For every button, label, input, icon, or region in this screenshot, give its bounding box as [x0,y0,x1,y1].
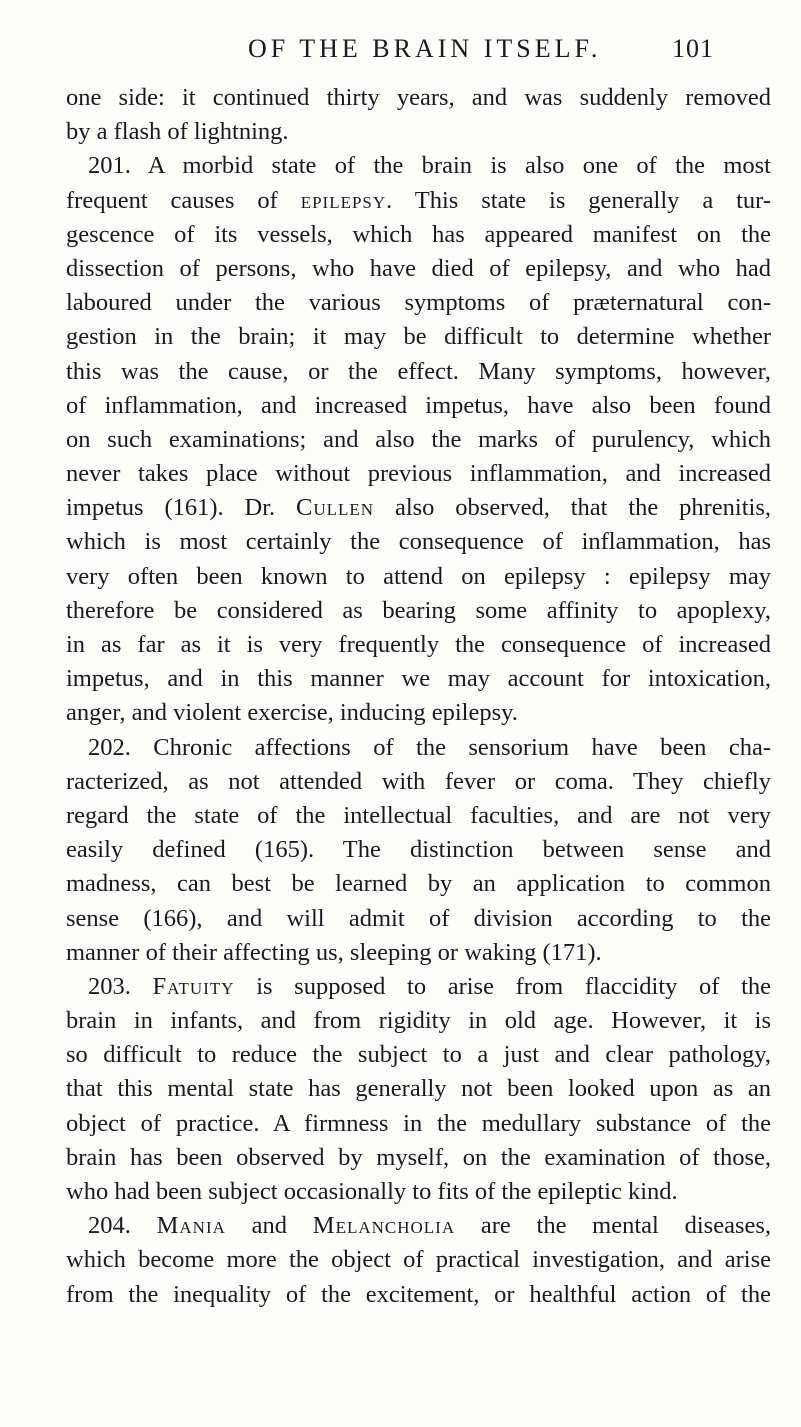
paragraph-202-start: 202. Chronic affections of the sensorium have been cha- [88,733,771,761]
text-line: brain in infants, and from rigidity in old age. However, it is [66,1007,771,1035]
text-line: racterized, as not attended with fever or coma. They chiefly [66,767,771,795]
text-line: in as far as it is very frequently the consequence of increased [66,631,771,658]
text-line: gescence of its vessels, which has appeared manifest on the [66,220,771,248]
term-fatuity: Fatuity [152,972,235,1000]
text-line: easily defined (165). The distinction between sense and [66,836,771,864]
text-line: dissection of persons, who have died of epilepsy, and who had [66,254,771,282]
text-line: manner of their affecting us, sleeping or waking (171). [66,938,602,966]
text-line: anger, and violent exercise, inducing epilepsy. [66,699,518,727]
term-epilepsy: epilepsy [300,186,387,214]
text-line: one side: it continued thirty years, and was suddenly removed [66,84,771,111]
text-line: therefore be considered as bearing some affinity to apoplexy, [66,596,771,624]
text-line: laboured under the various symptoms of præternatural con- [66,289,771,317]
running-head: OF THE BRAIN ITSELF. [248,34,602,63]
paragraph-201-start: 201. A morbid state of the brain is also one of the most [88,152,771,180]
text-line: object of practice. A firmness in the medullary substance of the [66,1109,771,1137]
page-number: 101 [672,34,714,63]
paragraph-203-start: 203. Fatuity is supposed to arise from flaccidity of the [88,972,771,1000]
term-melancholia: Melancholia [312,1212,456,1240]
text-line: brain has been observed by myself, on the examination of those, [66,1143,771,1171]
page-header [0,34,801,74]
text-line: impetus, and in this manner we may account for intoxication, [66,665,771,693]
text-line: who had been subject occasionally to fits of the epileptic kind. [66,1178,678,1205]
text-line: by a flash of lightning. [66,118,289,146]
text-line: from the inequality of the excitement, or healthful action of the [66,1280,771,1308]
text-line: which become more the object of practical investigation, and arise [66,1246,771,1274]
text-line: so difficult to reduce the subject to a just and clear pathology, [66,1041,771,1069]
text-line: impetus (161). Dr. Cullen also observed, that the phrenitis, [66,494,771,522]
text-line: regard the state of the intellectual faculties, and are not very [66,801,771,829]
text-line: sense (166), and will admit of division according to the [66,904,771,932]
text-line: very often been known to attend on epilepsy : epilepsy may [66,562,771,590]
text-line: never takes place without previous inflammation, and increased [66,460,771,488]
text-line: which is most certainly the consequence of inflammation, has [66,528,771,556]
text-line: of inflammation, and increased impetus, have also been found [66,391,771,419]
text-line: this was the cause, or the effect. Many symptoms, however, [66,357,771,385]
text-line: frequent causes of epilepsy. This state is generally a tur- [66,186,771,214]
text-line: gestion in the brain; it may be difficult to determine whether [66,323,771,351]
name-cullen: Cullen [296,494,375,522]
paragraph-204-start: 204. Mania and Melancholia are the mental diseases, [88,1212,772,1240]
term-mania: Mania [156,1212,226,1240]
text-line: on such examinations; and also the marks of purulency, which [66,425,771,453]
body-text [66,81,771,1312]
text-line: madness, can best be learned by an application to common [66,870,771,898]
text-line: that this mental state has generally not been looked upon as an [66,1075,771,1103]
